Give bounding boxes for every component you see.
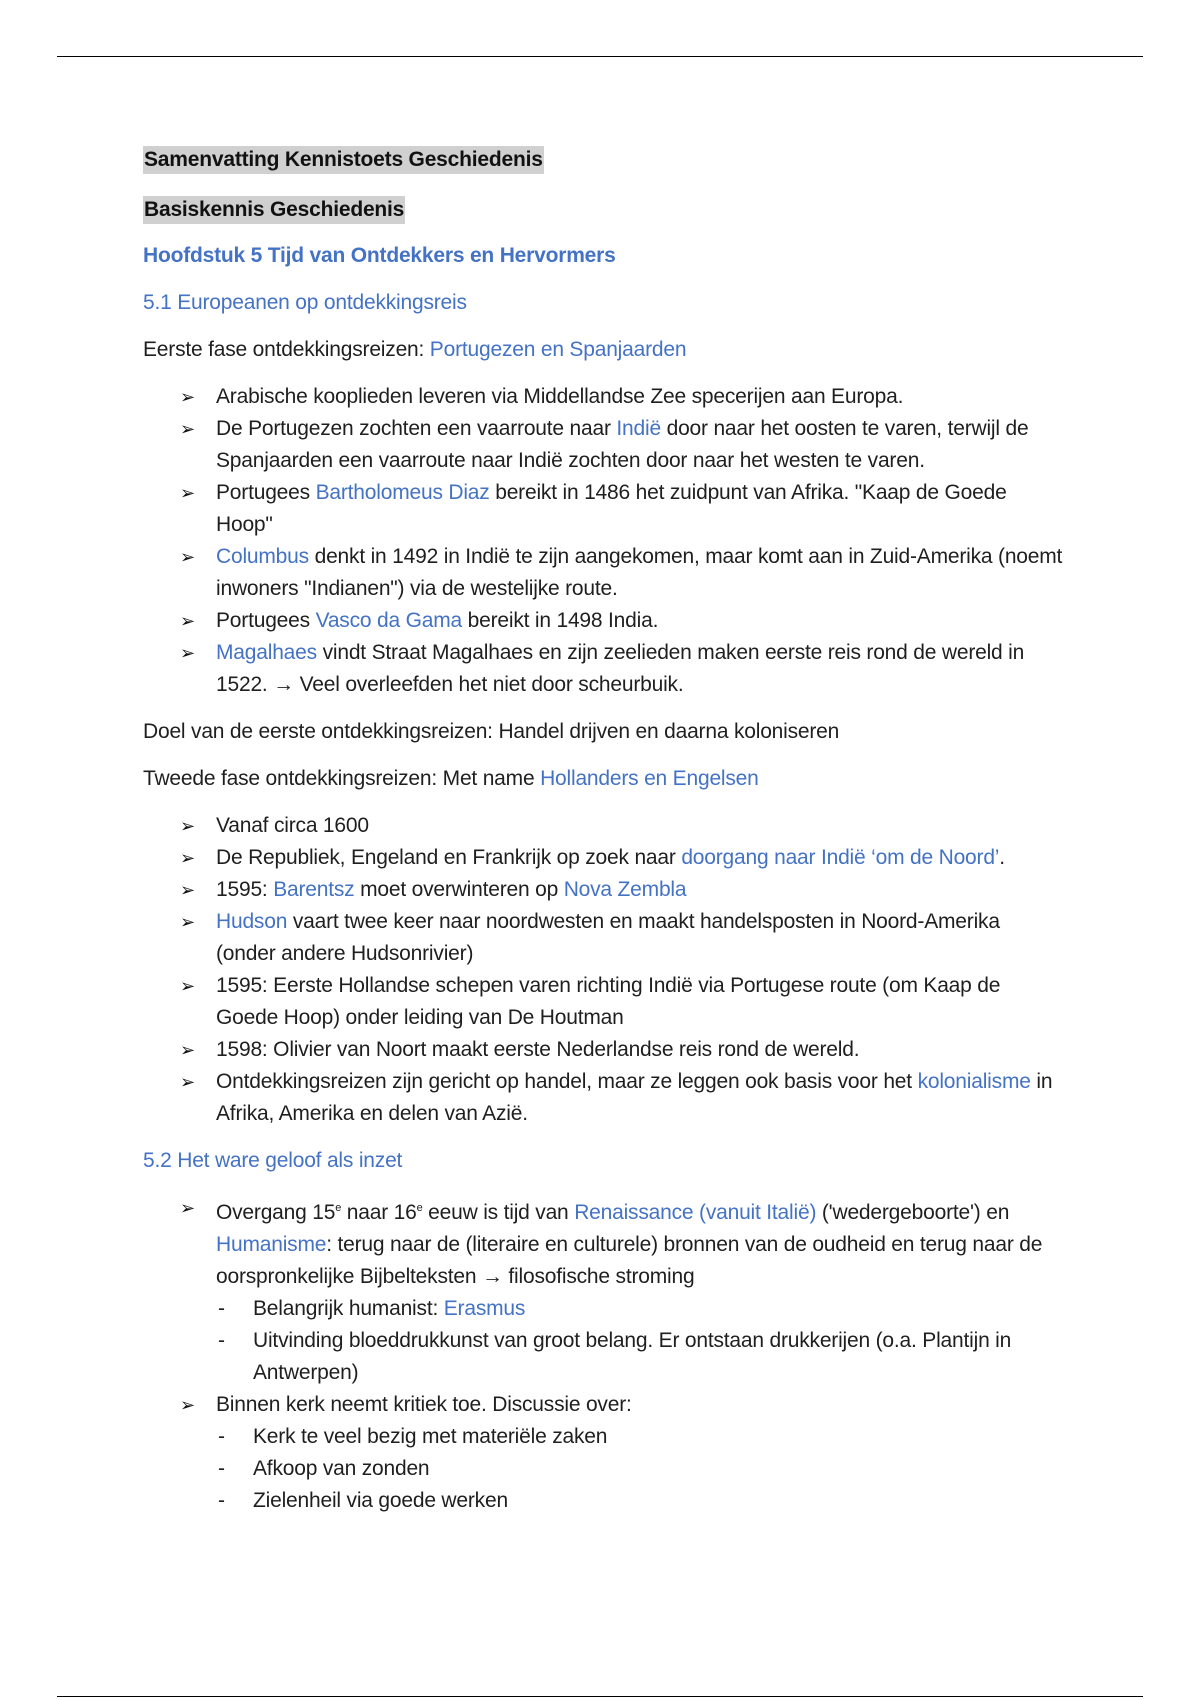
bullet-text: 1598: Olivier van Noort maakt eerste Nederlandse reis rond de wereld. (216, 1038, 860, 1061)
subtitle-line (143, 194, 1063, 226)
phase2-paragraph (143, 763, 1063, 795)
bullet-text: Ontdekkingsreizen zijn gericht op handel, maar ze leggen ook basis voor het (216, 1070, 918, 1093)
dash-bullet-icon: - (218, 1297, 225, 1320)
list-item (143, 970, 1063, 1034)
list-item (143, 1066, 1063, 1130)
arrow-bullet-icon: ➢ (180, 976, 195, 996)
arrow-bullet-icon: ➢ (180, 848, 195, 868)
superscript: e (416, 1202, 423, 1214)
bullet-text: De Republiek, Engeland en Frankrijk op zoek naar (216, 846, 682, 869)
page-bottom-rule (57, 1696, 1143, 1697)
list-item (143, 874, 1063, 906)
list-item (143, 541, 1063, 605)
phase1-label: Eerste fase ontdekkingsreizen: (143, 338, 430, 361)
document-subtitle: Basiskennis Geschiedenis (143, 196, 405, 224)
phase2-bullet-list (143, 810, 1063, 1130)
bullet-text: vindt Straat Magalhaes en zijn zeelieden maken eerste reis rond de wereld in 1522. → Veel overleefden het niet door scheurbuik. (216, 641, 1025, 696)
bullet-text: Belangrijk humanist: (253, 1297, 444, 1320)
page-top-rule (57, 56, 1143, 57)
arrow-bullet-icon: ➢ (180, 816, 195, 836)
bullet-text: Overgang 15 (216, 1201, 336, 1224)
bullet-text: Uitvinding bloeddrukkunst van groot belang. Er ontstaan drukkerijen (o.a. Plantijn in Antwerpen) (253, 1329, 1012, 1384)
arrow-bullet-icon: ➢ (180, 387, 195, 407)
chapter-heading: Hoofdstuk 5 Tijd van Ontdekkers en Hervormers (143, 244, 616, 267)
arrow-bullet-icon: ➢ (180, 1198, 195, 1218)
term-link: Barentsz (273, 878, 355, 901)
arrow-bullet-icon: ➢ (180, 643, 195, 663)
bullet-text: moet overwinteren op (354, 878, 564, 901)
document-title: Samenvatting Kennistoets Geschiedenis (143, 146, 544, 174)
term-link: Vasco da Gama (315, 609, 462, 632)
term-link: Indië (616, 417, 661, 440)
list-item (143, 637, 1063, 701)
term-link: kolonialisme (917, 1070, 1031, 1093)
bullet-text: eeuw is tijd van (422, 1201, 575, 1224)
bullet-text: 1595: (216, 878, 274, 901)
arrow-bullet-icon: ➢ (180, 1072, 195, 1092)
dash-bullet-icon: - (218, 1457, 225, 1480)
arrow-bullet-icon: ➢ (180, 547, 195, 567)
list-item (143, 906, 1063, 970)
arrow-bullet-icon: ➢ (180, 419, 195, 439)
term-link: Magalhaes (216, 641, 317, 664)
list-item (216, 1421, 1063, 1453)
term-link: Nova Zembla (563, 878, 687, 901)
bullet-text: Binnen kerk neemt kritiek toe. Discussie over: (216, 1393, 632, 1416)
bullet-text: Afkoop van zonden (253, 1457, 430, 1480)
goal-paragraph: Doel van de eerste ontdekkingsreizen: Handel drijven en daarna koloniseren (143, 720, 840, 743)
term-link: Erasmus (443, 1297, 526, 1320)
bullet-text: ('wedergeboorte') en (816, 1201, 1010, 1224)
bullet-text: bereikt in 1498 India. (462, 609, 659, 632)
bullet-text: door naar het oosten te varen, terwijl de Spanjaarden een vaarroute naar Indië zochten door naar het westen te varen. (216, 417, 1029, 472)
bullet-text: Portugees (216, 481, 316, 504)
list-item (143, 1192, 1063, 1389)
phase2-highlight: Hollanders en Engelsen (540, 767, 759, 790)
bullet-text: denkt in 1492 in Indië te zijn aangekomen, maar komt aan in Zuid-Amerika (noemt inwoners "Indianen") via de westelijke route. (216, 545, 1063, 600)
arrow-bullet-icon: ➢ (180, 912, 195, 932)
title-line (143, 144, 1063, 176)
dash-bullet-icon: - (218, 1329, 225, 1352)
superscript: e (335, 1202, 342, 1214)
bullet-text: bereikt in 1486 het zuidpunt van Afrika. "Kaap de Goede Hoop" (216, 481, 1007, 536)
term-link: Hudson (216, 910, 288, 933)
sub-list (216, 1293, 1063, 1389)
list-item (143, 477, 1063, 541)
term-link: Columbus (216, 545, 309, 568)
arrow-bullet-icon: ➢ (180, 483, 195, 503)
arrow-bullet-icon: ➢ (180, 611, 195, 631)
term-link: Renaissance (vanuit Italië) (574, 1201, 817, 1224)
list-item (216, 1293, 1063, 1325)
bullet-text: . (999, 846, 1005, 869)
bullet-text: in Afrika, Amerika en delen van Azië. (216, 1070, 1053, 1125)
dash-bullet-icon: - (218, 1425, 225, 1448)
bullet-text: 1595: Eerste Hollandse schepen varen richting Indië via Portugese route (om Kaap de Goede Hoop) onder leiding van De Houtman (216, 974, 1001, 1029)
term-link: Bartholomeus Diaz (315, 481, 490, 504)
phase2-label: Tweede fase ontdekkingsreizen: Met name (143, 767, 541, 790)
document-body (143, 144, 1063, 1532)
term-link: Humanisme (216, 1233, 327, 1256)
list-item (143, 1389, 1063, 1517)
section-heading-5-2: 5.2 Het ware geloof als inzet (143, 1149, 403, 1172)
phase1-highlight: Portugezen en Spanjaarden (429, 338, 687, 361)
arrow-bullet-icon: ➢ (180, 1040, 195, 1060)
list-item (143, 810, 1063, 842)
list-item (143, 381, 1063, 413)
section2-bullet-list (143, 1192, 1063, 1517)
term-link: doorgang naar Indië ‘om de Noord’ (681, 846, 1000, 869)
bullet-text: Arabische kooplieden leveren via Middellandse Zee specerijen aan Europa. (216, 385, 904, 408)
list-item (143, 605, 1063, 637)
arrow-bullet-icon: ➢ (180, 880, 195, 900)
list-item (216, 1453, 1063, 1485)
bullet-text: naar 16 (341, 1201, 417, 1224)
bullet-text: Kerk te veel bezig met materiële zaken (253, 1425, 608, 1448)
phase1-bullet-list (143, 381, 1063, 701)
list-item (143, 842, 1063, 874)
list-item (143, 1034, 1063, 1066)
sub-list (216, 1421, 1063, 1517)
list-item (143, 413, 1063, 477)
bullet-text: : terug naar de (literaire en culturele) bronnen van de oudheid en terug naar de oorspronkelijke Bijbelteksten → filosofische stroming (216, 1233, 1043, 1288)
bullet-text: Portugees (216, 609, 316, 632)
bullet-text: De Portugezen zochten een vaarroute naar (216, 417, 617, 440)
bullet-text: Vanaf circa 1600 (216, 814, 369, 837)
phase1-paragraph (143, 334, 1063, 366)
list-item (216, 1485, 1063, 1517)
dash-bullet-icon: - (218, 1489, 225, 1512)
bullet-text: Zielenheil via goede werken (253, 1489, 508, 1512)
section-heading-5-1: 5.1 Europeanen op ontdekkingsreis (143, 291, 467, 314)
bullet-text: vaart twee keer naar noordwesten en maakt handelsposten in Noord-Amerika (onder andere Hudsonrivier) (216, 910, 1000, 965)
arrow-bullet-icon: ➢ (180, 1395, 195, 1415)
list-item (216, 1325, 1063, 1389)
